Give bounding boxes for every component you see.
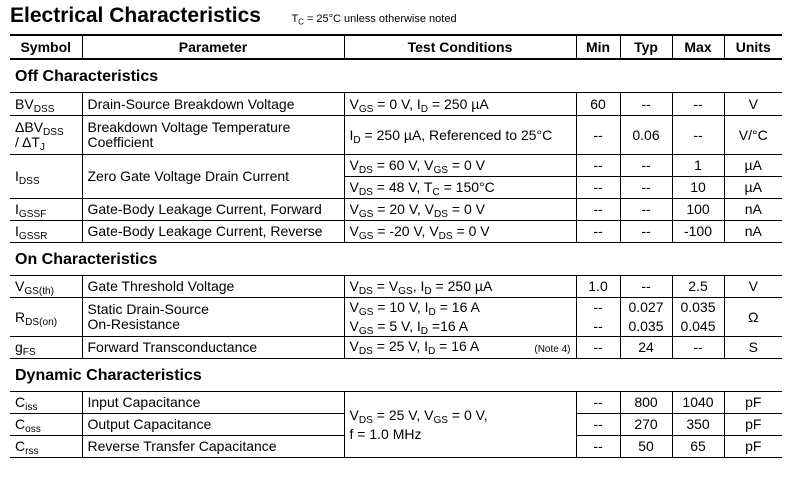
param-bvdss: Drain-Source Breakdown Voltage bbox=[82, 93, 344, 116]
units-idss-1: µA bbox=[724, 155, 782, 177]
typ-dbv: 0.06 bbox=[620, 116, 672, 155]
max-crss: 65 bbox=[672, 436, 724, 458]
typ-rdson-1: 0.027 bbox=[620, 298, 672, 317]
max-rdson-2: 0.045 bbox=[672, 317, 724, 337]
typ-igssf: -- bbox=[620, 199, 672, 221]
max-rdson-1: 0.035 bbox=[672, 298, 724, 317]
max-igssr: -100 bbox=[672, 221, 724, 243]
header-min: Min bbox=[576, 35, 620, 59]
section-off-title: Off Characteristics bbox=[10, 59, 782, 93]
tc-rdson-1: $V_{GS} = 10$ V, $I_D = 16$ A bbox=[344, 298, 576, 317]
section-off bbox=[10, 59, 782, 93]
symbol-bvdss: $BV_{DSS}$ bbox=[10, 93, 82, 116]
tc-idss-2: $V_{DS} = 48$ V, $T_C = 150^\circ C$ bbox=[344, 177, 576, 199]
header-test-conditions: Test Conditions bbox=[344, 35, 576, 59]
symbol-vgsth: $V_{GS(th)}$ bbox=[10, 276, 82, 298]
note-4: (Note 4) bbox=[534, 343, 571, 355]
table-row-igssf bbox=[10, 199, 782, 221]
table-row-bvdss bbox=[10, 93, 782, 116]
param-igssr: Gate-Body Leakage Current, Reverse bbox=[82, 221, 344, 243]
tc-rdson-2: $V_{GS} = 5$ V, $I_D =16$ A bbox=[344, 317, 576, 337]
min-idss-1: -- bbox=[576, 155, 620, 177]
param-vgsth: Gate Threshold Voltage bbox=[82, 276, 344, 298]
tc-igssr: $V_{GS} = -20$ V, $V_{DS} = 0$ V bbox=[344, 221, 576, 243]
section-on-title: On Characteristics bbox=[10, 243, 782, 276]
table-row-dbv bbox=[10, 116, 782, 155]
tc-idss-1: $V_{DS} = 60$ V, $V_{GS} = 0$ V bbox=[344, 155, 576, 177]
table-row-gfs bbox=[10, 337, 782, 359]
header-row bbox=[10, 35, 782, 59]
tc-dbv: $I_D = 250$ µA, Referenced to 25°C bbox=[344, 116, 576, 155]
section-dynamic-title: Dynamic Characteristics bbox=[10, 359, 782, 392]
units-vgsth: V bbox=[724, 276, 782, 298]
units-igssr: nA bbox=[724, 221, 782, 243]
param-idss: Zero Gate Voltage Drain Current bbox=[82, 155, 344, 199]
symbol-idss: $I_{DSS}$ bbox=[10, 155, 82, 199]
max-igssf: 100 bbox=[672, 199, 724, 221]
title-note: $T_C = 25^\circ C$ unless otherwise noted bbox=[291, 13, 457, 27]
symbol-dbv: $\Delta BV_{DSS}$ / $\Delta T_J$ bbox=[10, 116, 82, 155]
typ-idss-2: -- bbox=[620, 177, 672, 199]
symbol-coss: $C_{oss}$ bbox=[10, 414, 82, 436]
typ-bvdss: -- bbox=[620, 93, 672, 116]
page-title: Electrical Characteristics bbox=[10, 4, 261, 27]
header-symbol: Symbol bbox=[10, 35, 82, 59]
symbol-rdson: $R_{DS(on)}$ bbox=[10, 298, 82, 337]
typ-coss: 270 bbox=[620, 414, 672, 436]
min-idss-2: -- bbox=[576, 177, 620, 199]
section-dynamic bbox=[10, 359, 782, 392]
min-rdson-2: -- bbox=[576, 317, 620, 337]
min-vgsth: 1.0 bbox=[576, 276, 620, 298]
param-ciss: Input Capacitance bbox=[82, 392, 344, 414]
header-typ: Typ bbox=[620, 35, 672, 59]
min-ciss: -- bbox=[576, 392, 620, 414]
header-parameter: Parameter bbox=[82, 35, 344, 59]
table-row-igssr bbox=[10, 221, 782, 243]
table-row-ciss bbox=[10, 392, 782, 414]
param-dbv: Breakdown Voltage Temperature Coefficient bbox=[82, 116, 344, 155]
typ-rdson-2: 0.035 bbox=[620, 317, 672, 337]
typ-vgsth: -- bbox=[620, 276, 672, 298]
min-dbv: -- bbox=[576, 116, 620, 155]
max-bvdss: -- bbox=[672, 93, 724, 116]
symbol-crss: $C_{rss}$ bbox=[10, 436, 82, 458]
units-ciss: pF bbox=[724, 392, 782, 414]
units-coss: pF bbox=[724, 414, 782, 436]
min-rdson-1: -- bbox=[576, 298, 620, 317]
typ-idss-1: -- bbox=[620, 155, 672, 177]
param-rdson: Static Drain-Source On-Resistance bbox=[82, 298, 344, 337]
units-igssf: nA bbox=[724, 199, 782, 221]
max-dbv: -- bbox=[672, 116, 724, 155]
tc-capacitance: $V_{DS} = 25$ V, $V_{GS} = 0$ V, f = 1.0 MHz bbox=[344, 392, 576, 458]
max-gfs: -- bbox=[672, 337, 724, 359]
param-crss: Reverse Transfer Capacitance bbox=[82, 436, 344, 458]
units-dbv: V/°C bbox=[724, 116, 782, 155]
units-idss-2: µA bbox=[724, 177, 782, 199]
table-row-rdson-1 bbox=[10, 298, 782, 317]
header-max: Max bbox=[672, 35, 724, 59]
symbol-igssr: $I_{GSSR}$ bbox=[10, 221, 82, 243]
param-coss: Output Capacitance bbox=[82, 414, 344, 436]
max-coss: 350 bbox=[672, 414, 724, 436]
section-on bbox=[10, 243, 782, 276]
typ-gfs: 24 bbox=[620, 337, 672, 359]
min-gfs: -- bbox=[576, 337, 620, 359]
typ-igssr: -- bbox=[620, 221, 672, 243]
title-row bbox=[10, 4, 457, 34]
units-gfs: S bbox=[724, 337, 782, 359]
units-rdson: Ω bbox=[724, 298, 782, 337]
max-vgsth: 2.5 bbox=[672, 276, 724, 298]
header-units: Units bbox=[724, 35, 782, 59]
table-row-vgsth bbox=[10, 276, 782, 298]
max-idss-1: 1 bbox=[672, 155, 724, 177]
units-bvdss: V bbox=[724, 93, 782, 116]
param-igssf: Gate-Body Leakage Current, Forward bbox=[82, 199, 344, 221]
units-crss: pF bbox=[724, 436, 782, 458]
electrical-characteristics-table bbox=[10, 34, 782, 458]
min-coss: -- bbox=[576, 414, 620, 436]
symbol-ciss: $C_{iss}$ bbox=[10, 392, 82, 414]
min-crss: -- bbox=[576, 436, 620, 458]
tc-vgsth: $V_{DS} = V_{GS}$, $I_D = 250$ µA bbox=[344, 276, 576, 298]
min-igssr: -- bbox=[576, 221, 620, 243]
table-row-idss-1 bbox=[10, 155, 782, 177]
param-gfs: Forward Transconductance bbox=[82, 337, 344, 359]
symbol-igssf: $I_{GSSF}$ bbox=[10, 199, 82, 221]
tc-bvdss: $V_{GS} = 0$ V, $I_D = 250$ µA bbox=[344, 93, 576, 116]
max-ciss: 1040 bbox=[672, 392, 724, 414]
tc-gfs: (Note 4) $V_{DS} = 25$ V, $I_D = 16$ A bbox=[344, 337, 576, 359]
symbol-gfs: $g_{FS}$ bbox=[10, 337, 82, 359]
tc-igssf: $V_{GS} = 20$ V, $V_{DS} = 0$ V bbox=[344, 199, 576, 221]
typ-ciss: 800 bbox=[620, 392, 672, 414]
max-idss-2: 10 bbox=[672, 177, 724, 199]
min-igssf: -- bbox=[576, 199, 620, 221]
typ-crss: 50 bbox=[620, 436, 672, 458]
min-bvdss: 60 bbox=[576, 93, 620, 116]
